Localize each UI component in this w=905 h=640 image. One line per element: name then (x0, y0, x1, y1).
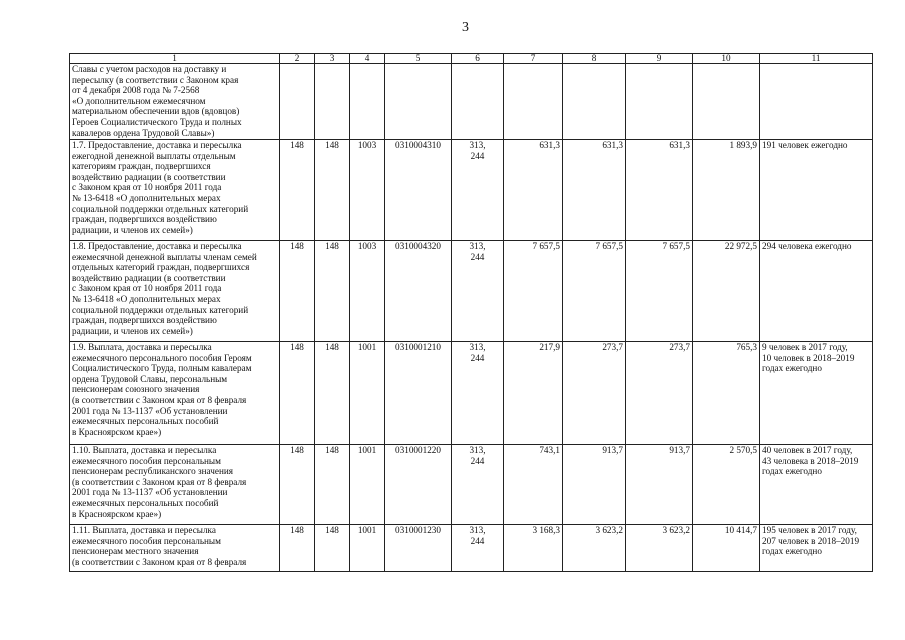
col-header-6: 6 (452, 54, 504, 64)
cell-col4: 1001 (350, 445, 385, 525)
cell-col2: 148 (280, 241, 315, 342)
cell-col6: 313, 244 (452, 140, 504, 241)
table-row (70, 342, 873, 445)
cell-col10: 10 414,7 (693, 525, 760, 572)
col-header-9: 9 (626, 54, 693, 64)
table-row (70, 64, 873, 140)
cell-col2: 148 (280, 342, 315, 445)
cell-col5: 0310004310 (385, 140, 452, 241)
cell-col6 (452, 64, 504, 140)
cell-col5: 0310001220 (385, 445, 452, 525)
cell-col10 (693, 64, 760, 140)
cell-col9 (626, 64, 693, 140)
cell-col8: 3 623,2 (563, 525, 626, 572)
col-header-5: 5 (385, 54, 452, 64)
cell-col3: 148 (315, 342, 350, 445)
cell-col8: 913,7 (563, 445, 626, 525)
table-row (70, 241, 873, 342)
cell-col3 (315, 64, 350, 140)
cell-col3: 148 (315, 140, 350, 241)
cell-col10: 765,3 (693, 342, 760, 445)
cell-col9: 7 657,5 (626, 241, 693, 342)
cell-col3: 148 (315, 525, 350, 572)
cell-col10: 1 893,9 (693, 140, 760, 241)
cell-col8: 273,7 (563, 342, 626, 445)
cell-col3: 148 (315, 445, 350, 525)
cell-col7: 743,1 (504, 445, 563, 525)
col-header-10: 10 (693, 54, 760, 64)
col-header-2: 2 (280, 54, 315, 64)
cell-col6: 313, 244 (452, 342, 504, 445)
cell-col7: 3 168,3 (504, 525, 563, 572)
cell-col5: 0310001210 (385, 342, 452, 445)
row-description: 1.8. Предоставление, доставка и пересылка ежемесячной денежной выплаты членам семей отдельных категорий граждан, подвергшихся воздействию радиации (в соответствии с Законом края от 10 ноября 2011 года № 13-6418 «О дополнительных мерах социальной поддержки отдельных категорий граждан, подвергшихся воздействию радиации, и членов их семей») (70, 241, 280, 342)
cell-col11: 294 человека ежегодно (760, 241, 873, 342)
cell-col2: 148 (280, 525, 315, 572)
page-number: 3 (462, 20, 469, 35)
row-description: Славы с учетом расходов на доставку и пересылку (в соответствии с Законом края от 4 декабря 2008 года № 7-2568 «О дополнительном ежемесячном материальном обеспечении вдов (вдовцов) Героев Социалистического Труда и полных кавалеров ордена Трудовой Славы») (70, 64, 280, 140)
cell-col6: 313, 244 (452, 241, 504, 342)
cell-col5: 0310001230 (385, 525, 452, 572)
row-description: 1.7. Предоставление, доставка и пересылка ежегодной денежной выплаты отдельным категориям граждан, подвергшихся воздействию радиации (в соответствии с Законом края от 10 ноября 2011 года № 13-6418 «О дополнительных мерах социальной поддержки отдельных категорий граждан, подвергшихся воздействию радиации, и членов их семей») (70, 140, 280, 241)
cell-col8: 7 657,5 (563, 241, 626, 342)
cell-col7: 7 657,5 (504, 241, 563, 342)
cell-col8 (563, 64, 626, 140)
cell-col5 (385, 64, 452, 140)
cell-col6: 313, 244 (452, 445, 504, 525)
cell-col8: 631,3 (563, 140, 626, 241)
cell-col6: 313, 244 (452, 525, 504, 572)
cell-col4: 1001 (350, 342, 385, 445)
cell-col2: 148 (280, 140, 315, 241)
cell-col5: 0310004320 (385, 241, 452, 342)
budget-table (69, 53, 873, 572)
cell-col3: 148 (315, 241, 350, 342)
table-row (70, 140, 873, 241)
col-header-7: 7 (504, 54, 563, 64)
cell-col7: 631,3 (504, 140, 563, 241)
cell-col9: 631,3 (626, 140, 693, 241)
col-header-11: 11 (760, 54, 873, 64)
cell-col11 (760, 64, 873, 140)
cell-col11: 9 человек в 2017 году, 10 человек в 2018–2019 годах ежегодно (760, 342, 873, 445)
cell-col11: 191 человек ежегодно (760, 140, 873, 241)
cell-col9: 3 623,2 (626, 525, 693, 572)
cell-col7 (504, 64, 563, 140)
cell-col10: 22 972,5 (693, 241, 760, 342)
table-row (70, 445, 873, 525)
cell-col4: 1003 (350, 241, 385, 342)
cell-col2: 148 (280, 445, 315, 525)
cell-col4: 1001 (350, 525, 385, 572)
table-row (70, 525, 873, 572)
row-description: 1.9. Выплата, доставка и пересылка ежемесячного персонального пособия Героям Социалистического Труда, полным кавалерам ордена Трудовой Славы, персональным пенсионерам союзного значения (в соответствии с Законом края от 8 февраля 2001 года № 13-1137 «Об установлении ежемесячных персональных пособий в Красноярском крае») (70, 342, 280, 445)
cell-col9: 913,7 (626, 445, 693, 525)
cell-col4: 1003 (350, 140, 385, 241)
cell-col10: 2 570,5 (693, 445, 760, 525)
col-header-1: 1 (70, 54, 280, 64)
cell-col9: 273,7 (626, 342, 693, 445)
cell-col11: 40 человек в 2017 году, 43 человека в 2018–2019 годах ежегодно (760, 445, 873, 525)
cell-col7: 217,9 (504, 342, 563, 445)
cell-col2 (280, 64, 315, 140)
header-row (70, 54, 873, 64)
col-header-8: 8 (563, 54, 626, 64)
cell-col4 (350, 64, 385, 140)
col-header-4: 4 (350, 54, 385, 64)
row-description: 1.11. Выплата, доставка и пересылка ежемесячного пособия персональным пенсионерам местного значения (в соответствии с Законом края от 8 февраля (70, 525, 280, 572)
cell-col11: 195 человек в 2017 году, 207 человек в 2018–2019 годах ежегодно (760, 525, 873, 572)
row-description: 1.10. Выплата, доставка и пересылка ежемесячного пособия персональным пенсионерам республиканского значения (в соответствии с Законом края от 8 февраля 2001 года № 13-1137 «Об установлении ежемесячных персональных пособий в Красноярском крае») (70, 445, 280, 525)
col-header-3: 3 (315, 54, 350, 64)
